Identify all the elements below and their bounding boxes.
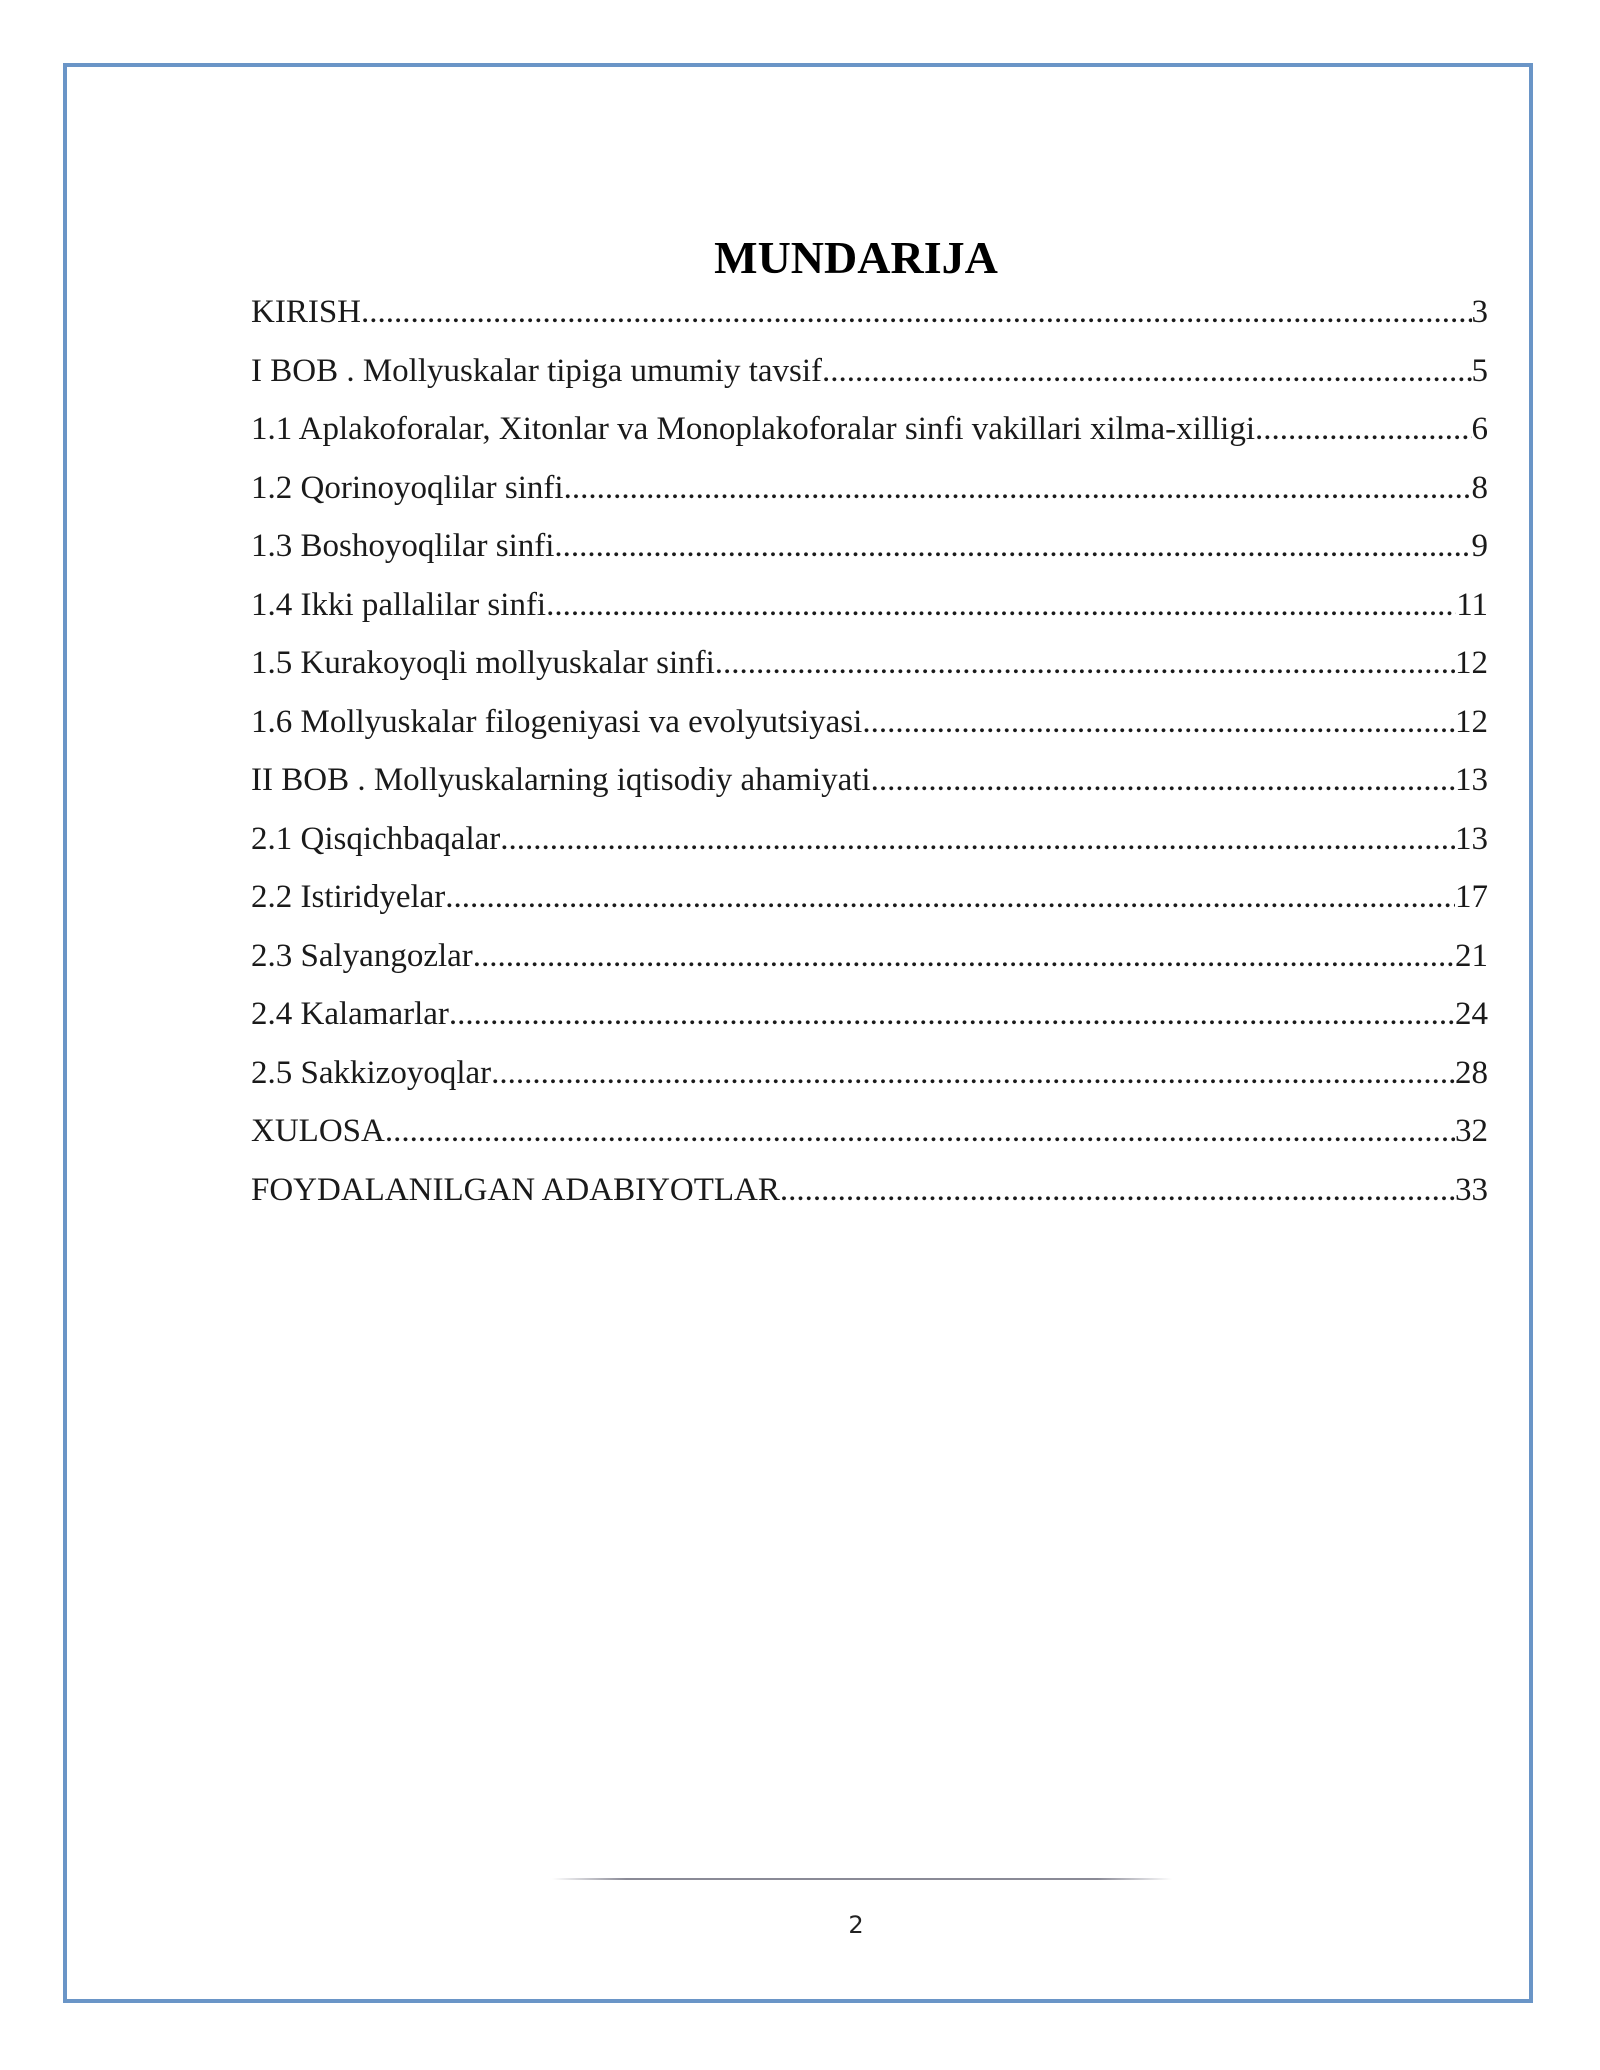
toc-dot-leader — [822, 349, 1471, 393]
toc-dot-leader — [445, 875, 1455, 919]
toc-entry-1-6[interactable] — [251, 700, 1488, 759]
toc-entry-label: FOYDALANILGAN ADABIYOTLAR — [251, 1171, 780, 1208]
toc-entry-page: 33 — [1455, 1171, 1488, 1208]
toc-entry-page: 32 — [1455, 1113, 1488, 1149]
toc-entry-label: XULOSA — [251, 1113, 385, 1149]
toc-entry-page: 12 — [1455, 645, 1488, 681]
toc-entry-label: 1.5 Kurakoyoqli mollyuskalar sinfi — [251, 645, 715, 681]
toc-entry-page: 13 — [1455, 820, 1488, 857]
toc-dot-leader — [385, 1109, 1455, 1153]
toc-entry-chapter-2[interactable] — [251, 758, 1488, 817]
toc-entry-label: 1.6 Mollyuskalar filogeniyasi va evolyutsiyasi — [251, 703, 863, 740]
toc-dot-leader — [554, 524, 1471, 568]
toc-entry-label: 2.2 Istiridyelar — [251, 879, 446, 915]
toc-dot-leader — [361, 290, 1471, 334]
toc-entry-1-3[interactable] — [251, 524, 1488, 583]
toc-entry-page: 17 — [1455, 879, 1488, 915]
toc-entry-1-1[interactable] — [251, 407, 1488, 466]
toc-dot-leader — [564, 466, 1472, 510]
toc-entry-page: 8 — [1471, 469, 1488, 506]
toc-entry-page: 21 — [1455, 937, 1488, 974]
toc-entry-label: 1.4 Ikki pallalilar sinfi — [251, 586, 547, 623]
toc-entry-label: I BOB . Mollyuskalar tipiga umumiy tavsif — [251, 352, 823, 389]
toc-dot-leader — [546, 583, 1456, 627]
toc-entry-1-5[interactable] — [251, 641, 1488, 700]
toc-entry-adabiyotlar[interactable] — [251, 1168, 1488, 1227]
toc-dot-leader — [449, 992, 1455, 1036]
toc-entry-label: 2.1 Qisqichbaqalar — [251, 820, 501, 857]
toc-entry-1-4[interactable] — [251, 583, 1488, 642]
toc-entry-page: 3 — [1471, 294, 1488, 330]
toc-entry-1-2[interactable] — [251, 466, 1488, 525]
toc-entry-2-3[interactable] — [251, 934, 1488, 993]
toc-entry-xulosa[interactable] — [251, 1109, 1488, 1168]
toc-entry-page: 11 — [1456, 586, 1488, 623]
toc-entry-page: 24 — [1455, 996, 1488, 1032]
toc-entry-label: 1.2 Qorinoyoqlilar sinfi — [251, 469, 564, 506]
toc-entry-label: 1.1 Aplakoforalar, Xitonlar va Monoplakoforalar sinfi vakillari xilma-xilligi — [251, 411, 1256, 447]
toc-entry-label: 2.3 Salyangozlar — [251, 937, 473, 974]
page-number: 2 — [848, 1911, 864, 1939]
toc-dot-leader — [491, 1051, 1455, 1095]
toc-entry-label: 2.5 Sakkizoyoqlar — [251, 1054, 492, 1091]
toc-dot-leader — [473, 934, 1455, 978]
toc-dot-leader — [780, 1168, 1455, 1212]
toc-entry-page: 5 — [1471, 352, 1488, 389]
toc-entry-page: 6 — [1471, 411, 1488, 447]
toc-entry-label: KIRISH — [251, 294, 362, 330]
toc-entry-page: 28 — [1455, 1054, 1488, 1091]
toc-entry-label: 2.4 Kalamarlar — [251, 996, 449, 1032]
toc-entry-2-2[interactable] — [251, 875, 1488, 934]
footer-divider — [552, 1878, 1172, 1880]
toc-entry-page: 9 — [1471, 528, 1488, 564]
toc-dot-leader — [862, 700, 1455, 744]
toc-entry-2-1[interactable] — [251, 817, 1488, 876]
toc-dot-leader — [715, 641, 1455, 685]
toc-title: MUNDARIJA — [714, 232, 998, 283]
toc-entry-label: II BOB . Mollyuskalarning iqtisodiy ahamiyati — [251, 762, 871, 798]
toc-entry-chapter-1[interactable] — [251, 349, 1488, 408]
toc-entry-2-4[interactable] — [251, 992, 1488, 1051]
toc-entry-2-5[interactable] — [251, 1051, 1488, 1110]
toc-entry-page: 12 — [1455, 703, 1488, 740]
toc-dot-leader — [1255, 407, 1471, 451]
toc-entry-kirish[interactable] — [251, 290, 1488, 349]
toc-dot-leader — [500, 817, 1455, 861]
table-of-contents — [251, 290, 1488, 1226]
toc-entry-page: 13 — [1455, 762, 1488, 798]
toc-dot-leader — [871, 758, 1455, 802]
toc-entry-label: 1.3 Boshoyoqlilar sinfi — [251, 528, 555, 564]
